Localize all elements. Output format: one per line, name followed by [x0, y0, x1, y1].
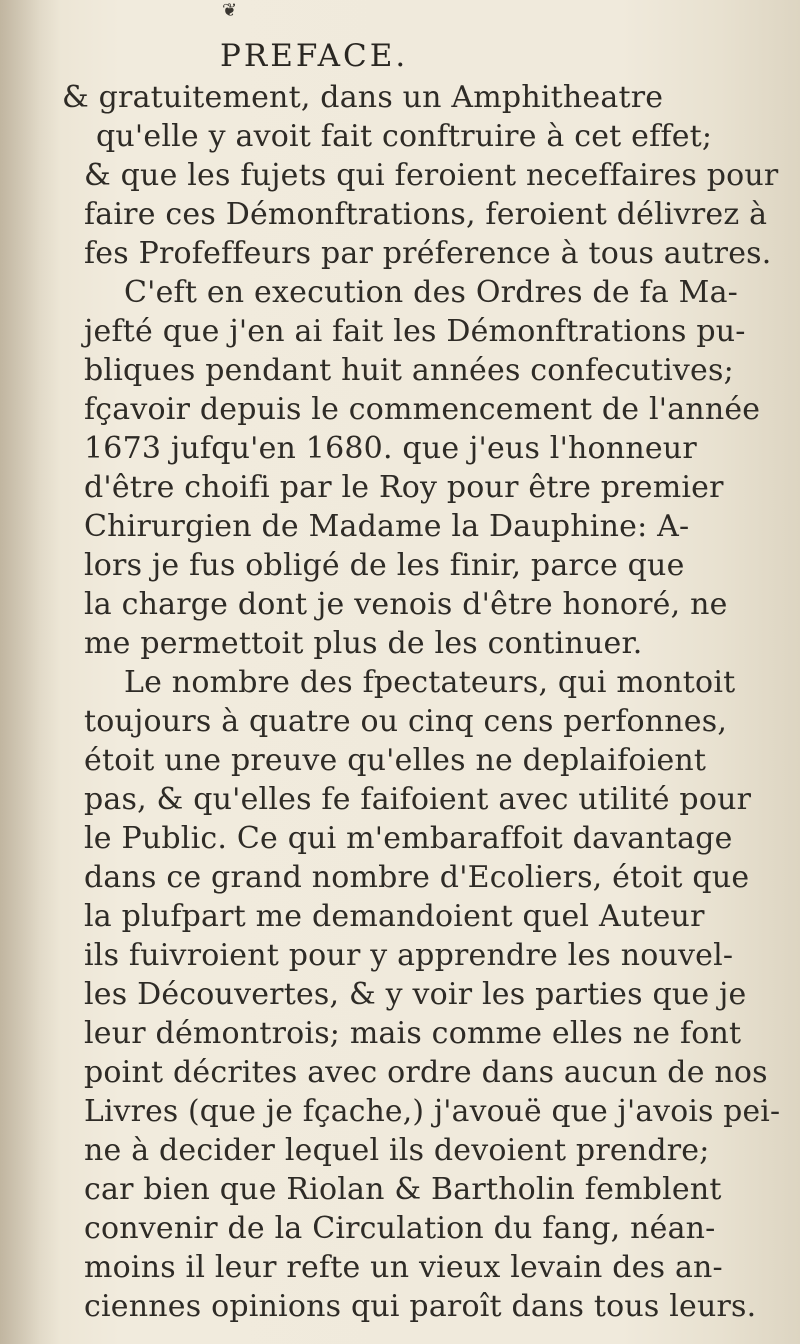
text-line: 1673 jufqu'en 1680. que j'eus l'honneur: [84, 431, 697, 466]
text-line: Le nombre des fpectateurs, qui montoit: [124, 665, 736, 700]
text-line: d'être choifi par le Roy pour être premier: [84, 470, 724, 505]
text-line: car bien que Riolan & Bartholin femblent: [84, 1172, 722, 1207]
text-line: étoit une preuve qu'elles ne deplaifoient: [84, 743, 707, 778]
text-line: qu'elle y avoit fait conftruire à cet effet;: [96, 119, 713, 154]
text-line: leur démontrois; mais comme elles ne font: [84, 1016, 742, 1051]
text-line: & que les fujets qui feroient neceffaires pour: [84, 158, 779, 193]
page-gutter-shadow: [0, 0, 60, 1344]
text-line: fçavoir depuis le commencement de l'année: [84, 392, 761, 427]
text-line: ciennes opinions qui paroît dans tous leurs.: [84, 1289, 757, 1324]
text-line: lors je fus obligé de les finir, parce que: [84, 548, 685, 583]
text-line: point décrites avec ordre dans aucun de nos: [84, 1055, 768, 1090]
text-line: jefté que j'en ai fait les Démonftrations pu-: [84, 314, 746, 349]
text-line: bliques pendant huit années confecutives;: [84, 353, 734, 388]
text-line: le Public. Ce qui m'embaraffoit davantage: [84, 821, 733, 856]
running-head: PREFACE.: [220, 38, 409, 74]
text-line: dans ce grand nombre d'Ecoliers, étoit que: [84, 860, 750, 895]
ornament-icon: ❦: [222, 0, 238, 21]
text-line: fes Profeffeurs par préference à tous autres.: [84, 236, 772, 271]
text-line: les Découvertes, & y voir les parties que je: [84, 977, 747, 1012]
text-line: faire ces Démonftrations, feroient délivrez à: [84, 197, 768, 232]
text-line: Chirurgien de Madame la Dauphine: A-: [84, 509, 690, 544]
text-line: toujours à quatre ou cinq cens perfonnes,: [84, 704, 728, 739]
text-line: la charge dont je venois d'être honoré, ne: [84, 587, 728, 622]
text-line: pas, & qu'elles fe faifoient avec utilité pour: [84, 782, 752, 817]
text-line: ils fuivroient pour y apprendre les nouvel-: [84, 938, 734, 973]
text-line: C'eft en execution des Ordres de fa Ma-: [124, 275, 738, 310]
text-line: convenir de la Circulation du fang, néan-: [84, 1211, 716, 1246]
text-line: ne à decider lequel ils devoient prendre;: [84, 1133, 710, 1168]
text-line: Livres (que je fçache,) j'avouë que j'avois pei-: [84, 1094, 781, 1129]
text-line: me permettoit plus de les continuer.: [84, 626, 643, 661]
text-line: & gratuitement, dans un Amphitheatre: [62, 80, 664, 115]
text-line: la plufpart me demandoient quel Auteur: [84, 899, 705, 934]
text-line: moins il leur refte un vieux levain des an-: [84, 1250, 723, 1285]
